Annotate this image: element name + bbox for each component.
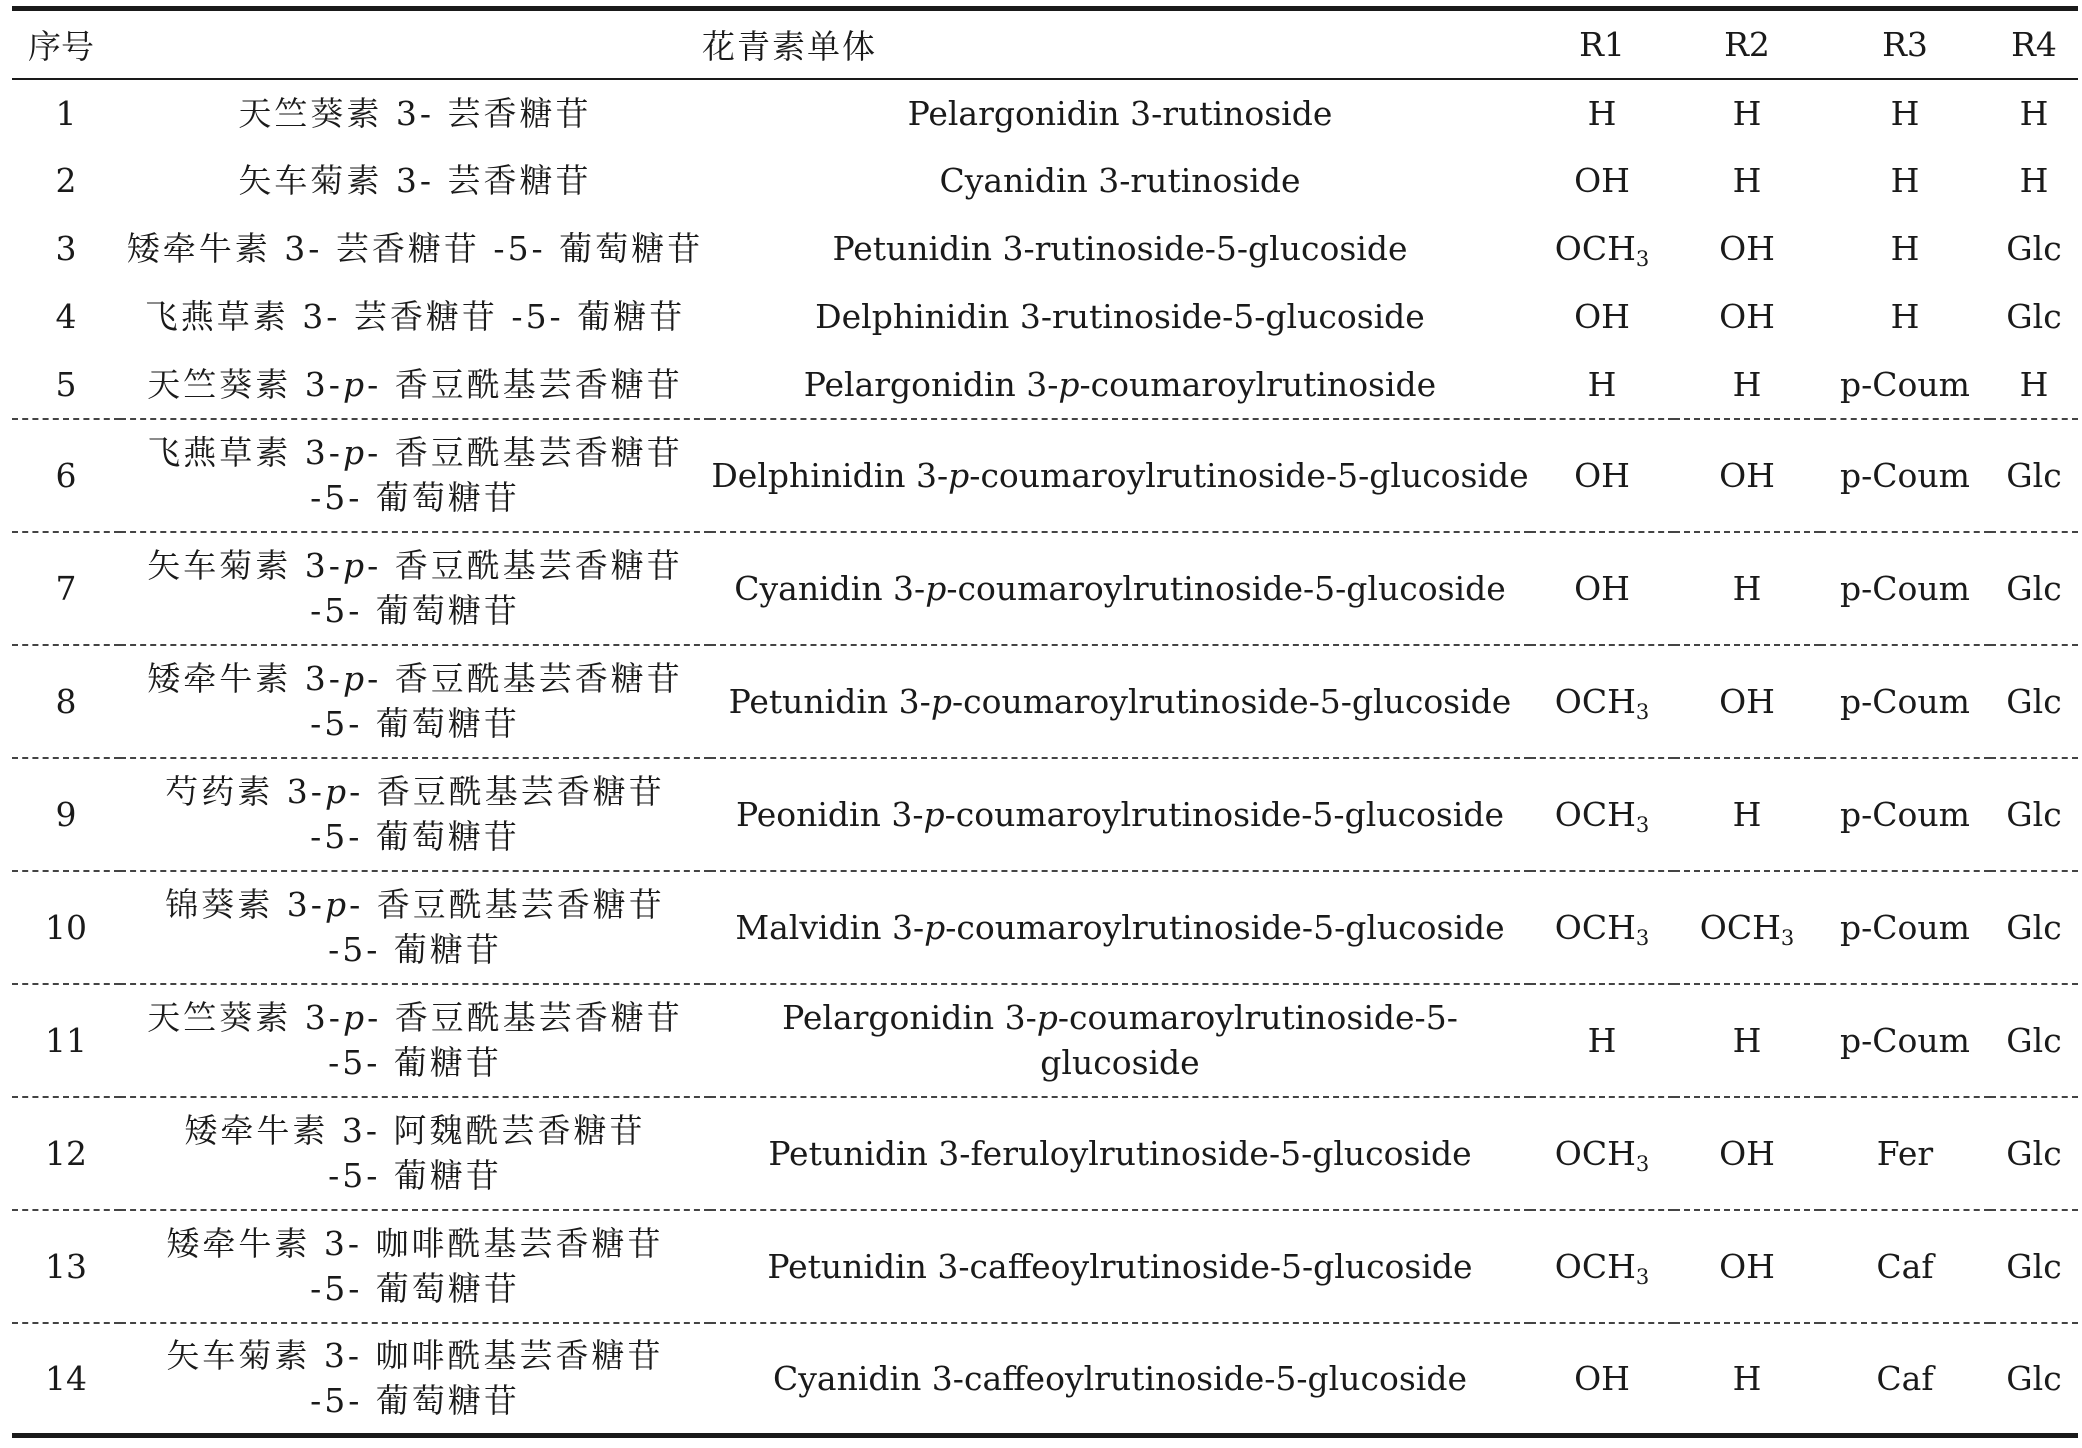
r2-value: OH (1719, 229, 1775, 268)
chinese-name: 矢车菊素 3- 芸香糖苷 (238, 161, 592, 200)
r2-value: H (1674, 984, 1820, 1097)
r3-value: p-Coum (1820, 419, 1990, 532)
r4-value: Glc (1990, 645, 2078, 758)
row-number: 9 (12, 758, 120, 871)
header-row (12, 9, 2078, 79)
r1-value: $OCH_3$ (1530, 1097, 1674, 1210)
english-name: Pelargonidin 3-p-coumaroylrutinoside-5-glucoside (710, 984, 1530, 1097)
r3-value: Caf (1820, 1210, 1990, 1323)
r2-value: H (1732, 93, 1762, 133)
r1-value: $OCH_3$ (1554, 229, 1650, 271)
r4-value: H (2019, 93, 2049, 133)
table-row (12, 351, 2078, 419)
english-name: Petunidin 3-caffeoylrutinoside-5-glucoside (710, 1210, 1530, 1323)
row-number: 1 (55, 93, 77, 133)
english-name: Delphinidin 3-rutinoside-5-glucoside (815, 297, 1425, 336)
r4-value: Glc (1990, 532, 2078, 645)
table-row (12, 215, 2078, 283)
r1-value: H (1530, 984, 1674, 1097)
r4-value: H (2019, 161, 2049, 200)
r4-value: Glc (2006, 297, 2062, 336)
r2-value: OH (1674, 419, 1820, 532)
chinese-name: 天竺葵素 3-p- 香豆酰基芸香糖苷 (147, 364, 683, 404)
r4-value: Glc (1990, 1210, 2078, 1323)
r2-value: OH (1719, 297, 1775, 336)
chinese-name: 天竺葵素 3-p- 香豆酰基芸香糖苷 -5- 葡糖苷 (120, 984, 710, 1097)
header-r2: R2 (1674, 9, 1820, 79)
r1-value: $OCH_3$ (1530, 1210, 1674, 1323)
table-row (12, 283, 2078, 351)
r3-value: p-Coum (1820, 984, 1990, 1097)
r2-value: OH (1674, 1097, 1820, 1210)
table-row (12, 1210, 2078, 1323)
row-number: 12 (12, 1097, 120, 1210)
row-number: 5 (55, 364, 77, 404)
r2-value: OH (1674, 1210, 1820, 1323)
r4-value: H (2019, 364, 2049, 404)
english-name: Cyanidin 3-rutinoside (939, 161, 1301, 200)
english-name: Malvidin 3-p-coumaroylrutinoside-5-glucoside (710, 871, 1530, 984)
table-row (12, 79, 2078, 147)
header-r1: R1 (1530, 9, 1674, 79)
r4-value: Glc (1990, 1097, 2078, 1210)
header-no: 序号 (12, 9, 120, 79)
row-number: 3 (55, 229, 77, 268)
chinese-name: 矮牵牛素 3- 芸香糖苷 -5- 葡萄糖苷 (126, 229, 704, 268)
table-row (12, 645, 2078, 758)
chinese-name: 矮牵牛素 3- 阿魏酰芸香糖苷 -5- 葡糖苷 (120, 1097, 710, 1210)
table-row (12, 984, 2078, 1097)
row-number: 6 (12, 419, 120, 532)
r4-value: Glc (1990, 419, 2078, 532)
table-row (12, 1097, 2078, 1210)
r3-value: p-Coum (1820, 758, 1990, 871)
r3-value: p-Coum (1820, 645, 1990, 758)
r3-value: H (1890, 297, 1920, 336)
r2-value: H (1674, 758, 1820, 871)
r1-value: OH (1530, 532, 1674, 645)
r1-value: H (1587, 93, 1617, 133)
r3-value: H (1890, 161, 1920, 200)
row-number: 2 (55, 161, 77, 200)
chinese-name: 矢车菊素 3-p- 香豆酰基芸香糖苷 -5- 葡萄糖苷 (120, 532, 710, 645)
r3-value: H (1890, 93, 1920, 133)
r2-value: H (1674, 532, 1820, 645)
r3-value: p-Coum (1820, 871, 1990, 984)
header-r4: R4 (1990, 9, 2078, 79)
english-name: Petunidin 3-p-coumaroylrutinoside-5-glucoside (710, 645, 1530, 758)
row-number: 14 (12, 1323, 120, 1436)
chinese-name: 矮牵牛素 3-p- 香豆酰基芸香糖苷 -5- 葡萄糖苷 (120, 645, 710, 758)
table-row (12, 758, 2078, 871)
row-number: 11 (12, 984, 120, 1097)
r4-value: Glc (1990, 1323, 2078, 1436)
header-name-en-cell (702, 9, 1530, 79)
r4-value: Glc (2006, 229, 2062, 268)
table-row (12, 147, 2078, 215)
chinese-name: 矢车菊素 3- 咖啡酰基芸香糖苷 -5- 葡萄糖苷 (120, 1323, 710, 1436)
header-name: 花青素单体 (702, 26, 877, 66)
row-number: 7 (12, 532, 120, 645)
chinese-name: 锦葵素 3-p- 香豆酰基芸香糖苷 -5- 葡糖苷 (120, 871, 710, 984)
r3-value: p-Coum (1840, 364, 1970, 404)
table-row (12, 871, 2078, 984)
english-name: Cyanidin 3-caffeoylrutinoside-5-glucoside (710, 1323, 1530, 1436)
r1-value: OH (1574, 161, 1630, 200)
header-r3: R3 (1820, 9, 1990, 79)
chinese-name: 芍药素 3-p- 香豆酰基芸香糖苷 -5- 葡萄糖苷 (120, 758, 710, 871)
header-name-cell (120, 9, 710, 79)
chinese-name: 天竺葵素 3- 芸香糖苷 (238, 93, 592, 133)
table-row (12, 532, 2078, 645)
table-row (12, 1323, 2078, 1436)
row-number: 8 (12, 645, 120, 758)
chinese-name: 飞燕草素 3- 芸香糖苷 -5- 葡糖苷 (144, 297, 686, 336)
r2-value: H (1732, 364, 1762, 404)
english-name: Cyanidin 3-p-coumaroylrutinoside-5-glucoside (710, 532, 1530, 645)
chinese-name: 飞燕草素 3-p- 香豆酰基芸香糖苷 -5- 葡萄糖苷 (120, 419, 710, 532)
r3-value: Caf (1820, 1323, 1990, 1436)
english-name: Petunidin 3-rutinoside-5-glucoside (832, 229, 1408, 268)
r2-value: H (1732, 161, 1762, 200)
anthocyanin-table (12, 6, 2078, 1438)
r2-value: H (1674, 1323, 1820, 1436)
r2-value: $OCH_3$ (1674, 871, 1820, 984)
chinese-name: 矮牵牛素 3- 咖啡酰基芸香糖苷 -5- 葡萄糖苷 (120, 1210, 710, 1323)
r1-value: OH (1574, 297, 1630, 336)
english-name: Petunidin 3-feruloylrutinoside-5-glucoside (710, 1097, 1530, 1210)
english-name: Delphinidin 3-p-coumaroylrutinoside-5-glucoside (710, 419, 1530, 532)
r1-value: $OCH_3$ (1530, 645, 1674, 758)
r3-value: p-Coum (1820, 532, 1990, 645)
r1-value: $OCH_3$ (1530, 758, 1674, 871)
english-name: Pelargonidin 3-p-coumaroylrutinoside (803, 364, 1437, 404)
english-name: Pelargonidin 3-rutinoside (907, 93, 1333, 133)
r1-value: OH (1530, 419, 1674, 532)
r2-value: OH (1674, 645, 1820, 758)
r1-value: H (1587, 364, 1617, 404)
r3-value: H (1890, 229, 1920, 268)
r4-value: Glc (1990, 758, 2078, 871)
row-number: 10 (12, 871, 120, 984)
table-row (12, 419, 2078, 532)
r1-value: OH (1530, 1323, 1674, 1436)
row-number: 4 (55, 297, 77, 336)
row-number: 13 (12, 1210, 120, 1323)
r1-value: $OCH_3$ (1530, 871, 1674, 984)
r4-value: Glc (1990, 984, 2078, 1097)
english-name: Peonidin 3-p-coumaroylrutinoside-5-glucoside (710, 758, 1530, 871)
r4-value: Glc (1990, 871, 2078, 984)
r3-value: Fer (1820, 1097, 1990, 1210)
